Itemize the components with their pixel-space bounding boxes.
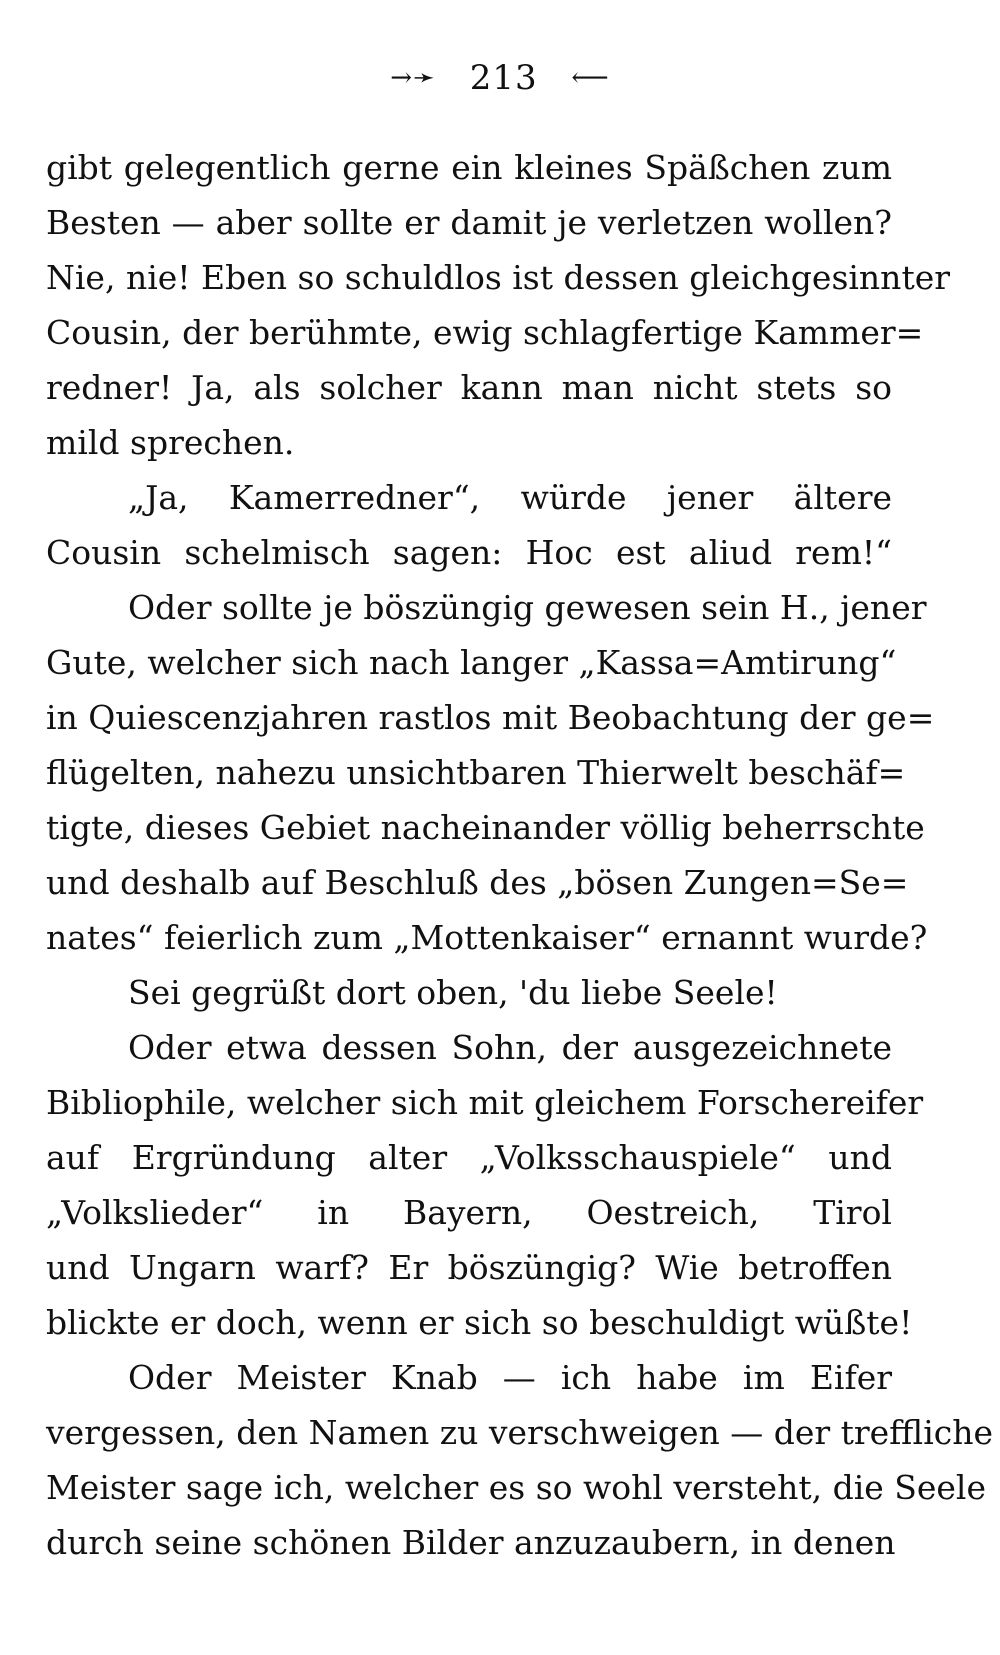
page-number: 213 bbox=[469, 58, 538, 98]
text-line: nates“ feierlich zum „Mottenkaiser“ ernannt wurde? bbox=[46, 918, 928, 957]
text-line: „Volkslieder“ in Bayern, Oestreich, Tirol bbox=[46, 1193, 892, 1232]
text-line: tigte, dieses Gebiet nacheinander völlig beherrschte bbox=[46, 808, 925, 847]
text-line: und deshalb auf Beschluß des „bösen Zungen=Se= bbox=[46, 863, 909, 902]
text-line: durch seine schönen Bilder anzuzaubern, in denen bbox=[46, 1523, 896, 1562]
text-line: auf Ergründung alter „Volksschauspiele“ und bbox=[46, 1138, 892, 1177]
ornament-left-icon: →➛ bbox=[390, 63, 436, 93]
text-line: Cousin schelmisch sagen: Hoc est aliud rem!“ bbox=[46, 533, 892, 572]
text-line: blickte er doch, wenn er sich so beschuldigt wüßte! bbox=[46, 1303, 913, 1342]
text-line: flügelten, nahezu unsichtbaren Thierwelt beschäf= bbox=[46, 753, 906, 792]
text-line: gibt gelegentlich gerne ein kleines Späßchen zum bbox=[46, 148, 892, 187]
text-line: mild sprechen. bbox=[46, 423, 295, 462]
text-line: Gute, welcher sich nach langer „Kassa=Amtirung“ bbox=[46, 643, 897, 682]
text-line: Bibliophile, welcher sich mit gleichem Forschereifer bbox=[46, 1083, 924, 1122]
text-line: Besten — aber sollte er damit je verletzen wollen? bbox=[46, 203, 892, 242]
body-text bbox=[46, 140, 994, 1570]
text-line: Oder sollte je böszüngig gewesen sein H., jener bbox=[128, 588, 927, 627]
text-line: „Ja, Kamerredner“, würde jener ältere bbox=[128, 478, 892, 517]
text-line: und Ungarn warf? Er böszüngig? Wie betroffen bbox=[46, 1248, 892, 1287]
page-header bbox=[0, 56, 1000, 98]
text-line: Meister sage ich, welcher es so wohl versteht, die Seele bbox=[46, 1468, 987, 1507]
text-line: Oder Meister Knab — ich habe im Eifer bbox=[128, 1358, 892, 1397]
text-line: in Quiescenzjahren rastlos mit Beobachtung der ge= bbox=[46, 698, 935, 737]
text-line: redner! Ja, als solcher kann man nicht stets so bbox=[46, 368, 892, 407]
text-line: Cousin, der berühmte, ewig schlagfertige Kammer= bbox=[46, 313, 924, 352]
text-line: vergessen, den Namen zu verschweigen — der treffliche bbox=[46, 1413, 994, 1452]
text-line: Oder etwa dessen Sohn, der ausgezeichnete bbox=[128, 1028, 892, 1067]
text-line: Nie, nie! Eben so schuldlos ist dessen gleichgesinnter bbox=[46, 258, 951, 297]
ornament-right-icon: ⟵ bbox=[571, 63, 610, 93]
text-line: Sei gegrüßt dort oben, 'du liebe Seele! bbox=[128, 973, 778, 1012]
